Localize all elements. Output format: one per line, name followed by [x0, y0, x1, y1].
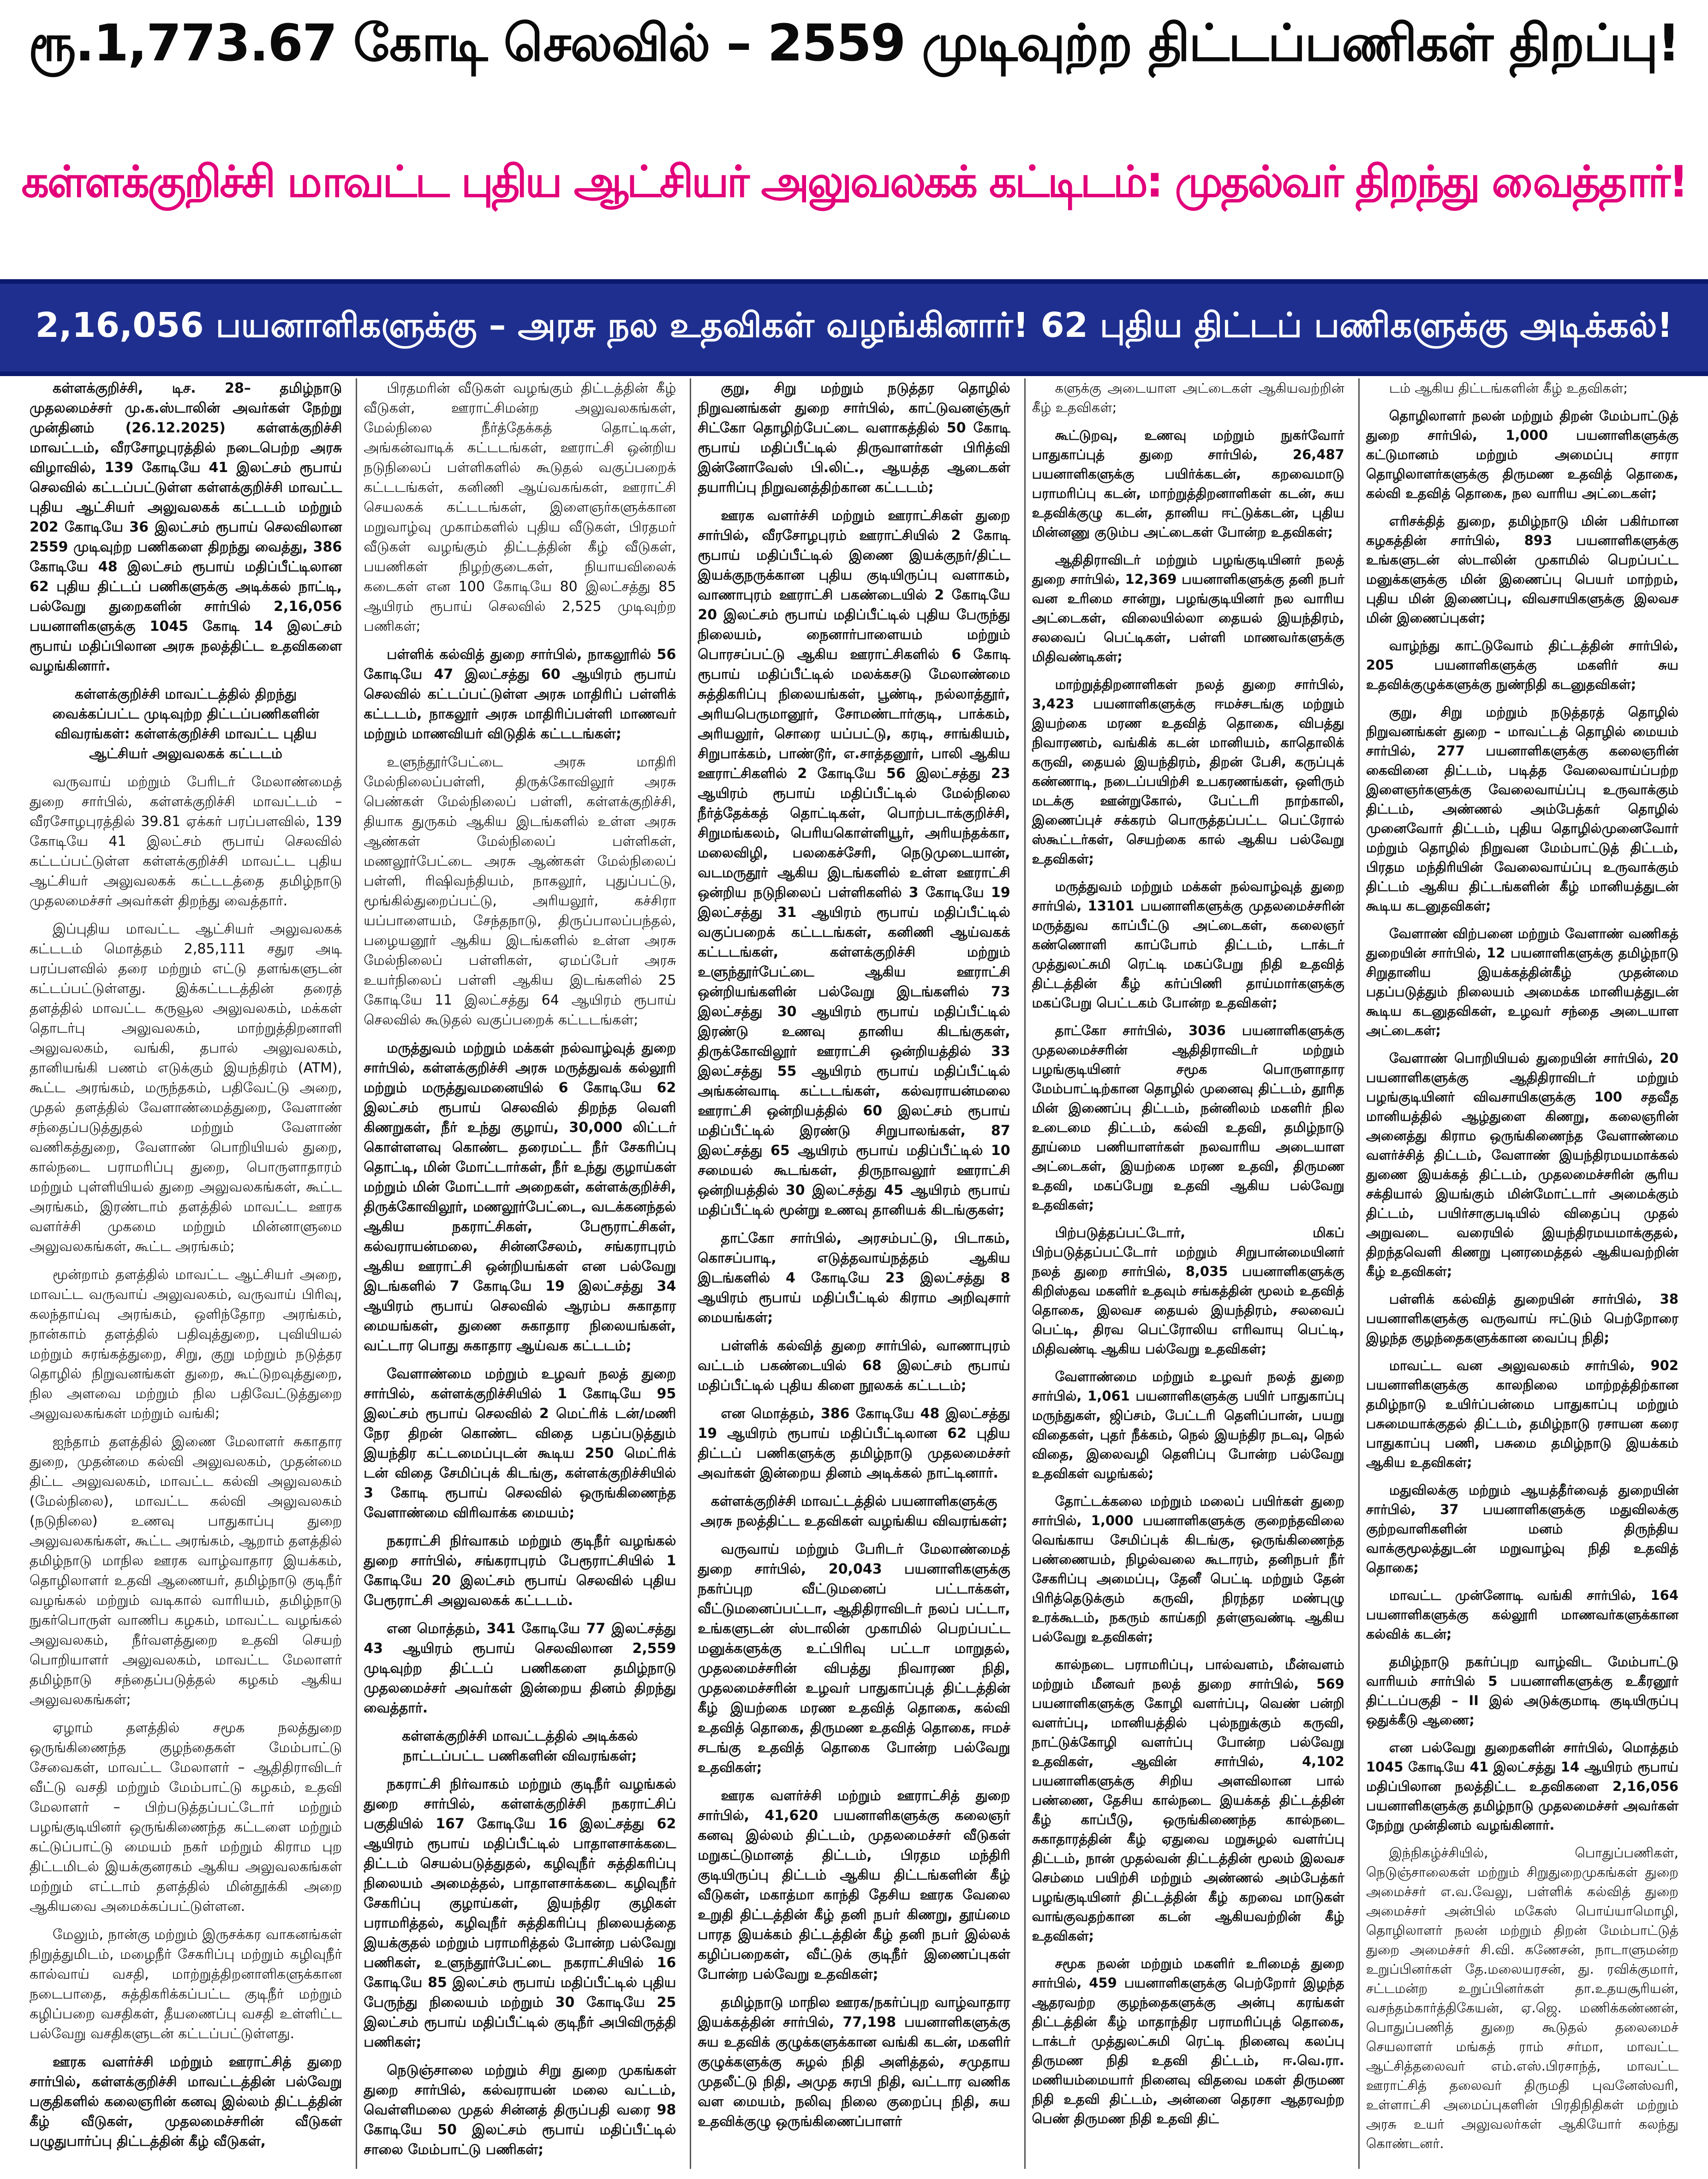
article-paragraph: ஊரக வளர்ச்சி மற்றும் ஊராட்சித் துறை சார்பில், 41,620 பயனாளிகளுக்கு கலைஞர் கனவு இல்லம் திட்டம், முதலமைச்சர் வீடுகள் மறுகட்டுமானத் திட்டம், பிரதம மந்திரி குடியிருப்பு திட்டம் ஆகிய திட்டங்களின் கீழ் வீடுகள், மகாத்மா காந்தி தேசிய ஊரக வேலை உறுதி திட்டத்தின் கீழ் தனி நபர் கிணறு, தூய்மை பாரத இயக்கம் திட்டத்தின் கீழ் தனி நபர் இல்லக் கழிப்பறைகள், வீட்டுக் குடிநீர் இணைப்புகள் போன்ற பல்வேறு உதவிகள்; [698, 1788, 1010, 1982]
article-paragraph: வேளாண் பொறியியல் துறையின் சார்பில், 20 பயனாளிகளுக்கு ஆதிதிராவிடர் மற்றும் பழங்குடியினர் விவசாயிகளுக்கு 100 சதவீத மானியத்தில் ஆழ்துளை கிணறு, கலைஞரின் அனைத்து கிராம ஒருங்கிணைந்த வேளாண்மை வளர்ச்சித் திட்டம், வேளாண் இயந்திரமயமாக்கல் துணை இயக்கத் திட்டம், முதலமைச்சரின் சூரிய சக்தியால் இயங்கும் மின்மோட்டார் அமைக்கும் திட்டம், பயிர்சாகுபடியில் விதைப்பு முதல் அறுவடை வரையில் இயந்திரமயமாக்குதல், திறந்தவெளி கிணறு புனரமைத்தல் ஆகியவற்றின் கீழ் உதவிகள்; [1366, 1050, 1679, 1279]
article-columns [23, 378, 1685, 2169]
headline-sub: 2,16,056 பயனாளிகளுக்கு – அரசு நல உதவிகள் வழங்கினார்! 62 புதிய திட்டப் பணிகளுக்கு அடிக்கல்! [35, 305, 1673, 345]
article-paragraph: கூட்டுறவு, உணவு மற்றும் நுகர்வோர் பாதுகாப்புத் துறை சார்பில், 26,487 பயனாளிகளுக்கு பயிர்க்கடன், கறவைமாடு பராமரிப்பு கடன், மாற்றுத்திறனாளிகள் கடன், சுய உதவிக்குழு கடன், தானிய ஈட்டுக்கடன், புதிய மின்னணு குடும்ப அட்டைகள் போன்ற உதவிகள்; [1032, 427, 1344, 540]
article-paragraph: என மொத்தம், 341 கோடியே 77 இலட்சத்து 43 ஆயிரம் ரூபாய் செலவிலான 2,559 முடிவுற்ற திட்டப் பணிகளை தமிழ்நாடு முதலமைச்சர் அவர்கள் இன்றைய தினம் திறந்து வைத்தார். [364, 1621, 676, 1716]
article-paragraph: நெடுஞ்சாலை மற்றும் சிறு துறை முகங்கள் துறை சார்பில், கல்வராயன் மலை வட்டம், வெள்ளிமலை முதல் சின்னத் திருப்பதி வரை 98 கோடியே 50 இலட்சம் ரூபாய் மதிப்பீட்டில் சாலை மேம்பாட்டு பணிகள்; [364, 2062, 676, 2158]
article-paragraph: மேலும், நான்கு மற்றும் இருசக்கர வாகனங்கள் நிறுத்துமிடம், மழைநீர் சேகரிப்பு மற்றும் கழிவுநீர் கால்வாய் வசதி, மாற்றுத்திறனாளிகளுக்கான நடைபாதை, சுத்திகரிக்கப்பட்ட குடிநீர் மற்றும் கழிப்பறை வசதிகள், தீயணைப்பு வசதி உள்ளிட்ட பல்வேறு வசதிகளுடன் கட்டப்பட்டுள்ளது. [30, 1927, 342, 2042]
article-paragraph: டம் ஆகிய திட்டங்களின் கீழ் உதவிகள்; [1389, 380, 1628, 396]
article-column-4 [1024, 378, 1351, 2169]
article-paragraph: தமிழ்நாடு மாநில ஊரக/நகர்ப்புற வாழ்வாதார இயக்கத்தின் சார்பில், 77,198 பயனாளிகளுக்கு சுய உதவிக் குழுக்களுக்கான வங்கி கடன், மகளிர் குழுக்களுக்கு சுழல் நிதி அளித்தல், சமுதாய முதலீட்டு நிதி, அமுத சுரபி நிதி, வட்டார வணிக வள மையம், நலிவு நிலை குறைப்பு நிதி, சுய உதவிக்குழு ஒருங்கிணைப்பாளர் [698, 1994, 1010, 2130]
article-column-2 [356, 378, 682, 2169]
article-paragraph: பள்ளிக் கல்வித் துறை சார்பில், நாகலூரில் 56 கோடியே 47 இலட்சத்து 60 ஆயிரம் ரூபாய் செலவில் கட்டப்பட்டுள்ள அரசு மாதிரிப் பள்ளிக் கட்டடம், நாகலூர் அரசு மாதிரிப்பள்ளி மாணவர் மற்றும் மாணவியர் விடுதிக் கட்டடங்கள்; [364, 647, 676, 742]
article-paragraph: பள்ளிக் கல்வித் துறையின் சார்பில், 38 பயனாளிகளுக்கு வருவாய் ஈட்டும் பெற்றோரை இழந்த குழந்தைகளுக்கான வைப்பு நிதி; [1366, 1291, 1679, 1346]
article-paragraph: குறு, சிறு மற்றும் நடுத்தரத் தொழில் நிறுவனங்கள் துறை – மாவட்டத் தொழில் மையம் சார்பில், 277 பயனாளிகளுக்கு கலைஞரின் கைவினை திட்டம், படித்த வேலைவாய்ப்பற்ற இளைஞர்களுக்கு வேலைவாய்ப்பு உருவாக்கும் திட்டம், அண்ணல் அம்பேத்கர் தொழில் முனைவோர் திட்டம், புதிய தொழில்முனைவோர் மற்றும் தொழில் நிறுவன மேம்பாட்டுத் திட்டம், பிரதம மந்திரியின் வேலைவாய்ப்பு உருவாக்கும் திட்டம் ஆகிய திட்டங்களின் கீழ் மானியத்துடன் கூடிய கடனுதவிகள்; [1366, 704, 1679, 914]
article-paragraph: வேளாண் விற்பனை மற்றும் வேளாண் வணிகத் துறையின் சார்பில், 12 பயனாளிகளுக்கு தமிழ்நாடு சிறுதானிய இயக்கத்தின்கீழ் முதன்மை பதப்படுத்தும் நிலையம் அமைக்க மானியத்துடன் கூடிய கடனுதவிகள், உழவர் சந்தை அடையாள அட்டைகள்; [1366, 926, 1679, 1038]
article-paragraph: பிரதமரின் வீடுகள் வழங்கும் திட்டத்தின் கீழ் வீடுகள், ஊராட்சிமன்ற அலுவலகங்கள், மேல்நிலை நீர்த்தேக்கத் தொட்டிகள், அங்கன்வாடிக் கட்டடங்கள், ஊராட்சி ஒன்றிய நடுநிலைப் பள்ளிகளில் கூடுதல் வகுப்பறைக் கட்டடங்கள், கனிணி ஆய்வகங்கள், ஊராட்சி செயலகக் கட்டடங்கள், இளைஞர்களுக்கான மறுவாழ்வு முகாம்களில் புதிய வீடுகள், பிரதமர் வீடுகள் வழங்கும் திட்டத்தின் கீழ் வீடுகள், பயணிகள் நிழற்குடைகள், நியாயவிலைக் கடைகள் என 100 கோடியே 80 இலட்சத்து 85 ஆயிரம் ரூபாய் செலவில் 2,525 முடிவுற்ற பணிகள்; [364, 380, 676, 635]
article-paragraph: மதுவிலக்கு மற்றும் ஆயத்தீர்வைத் துறையின் சார்பில், 37 பயனாளிகளுக்கு மதுவிலக்கு குற்றவாளிகளின் மனம் திருந்திய வாக்குமூலத்துடன் மறுவாழ்வு நிதி உதவித் தொகை; [1366, 1482, 1679, 1575]
article-paragraph: சமூக நலன் மற்றும் மகளிர் உரிமைத் துறை சார்பில், 459 பயனாளிகளுக்கு பெற்றோர் இழந்த ஆதரவற்ற குழந்தைகளுக்கு அன்பு கரங்கள் திட்டத்தின் கீழ் மாதாந்திர பராமரிப்புத் தொகை, டாக்டர் முத்துலட்சுமி ரெட்டி நினைவு கலப்பு திருமண நிதி உதவி திட்டம், ஈ.வெ.ரா. மணியம்மையார் நினைவு விதவை மகள் திருமண நிதி உதவி திட்டம், அன்னை தெரசா ஆதரவற்ற பெண் திருமண நிதி உதவி திட் [1032, 1956, 1344, 2126]
article-paragraph: எரிசக்தித் துறை, தமிழ்நாடு மின் பகிர்மான கழகத்தின் சார்பில், 893 பயனாளிகளுக்கு உங்களுடன் ஸ்டாலின் முகாமில் பெறப்பட்ட மனுக்களுக்கு மின் இணைப்பு பெயர் மாற்றம், புதிய மின் இணைப்பு, விவசாயிகளுக்கு இலவச மின் இணைப்புகள்; [1366, 513, 1679, 626]
article-paragraph: வருவாய் மற்றும் பேரிடர் மேலாண்மைத் துறை சார்பில், 20,043 பயனாளிகளுக்கு நகர்ப்புற வீட்டுமனைப் பட்டாக்கள், வீட்டுமனைப்பட்டா, ஆதிதிராவிடர் நலப் பட்டா, உங்களுடன் ஸ்டாலின் முகாமில் பெறப்பட்ட மனுக்களுக்கு உட்பிரிவு பட்டா மாறுதல், முதலமைச்சரின் விபத்து நிவாரண நிதி, முதலமைச்சரின் உழவர் பாதுகாப்புத் திட்டத்தின் கீழ் இயற்கை மரண உதவித் தொகை, கல்வி உதவித் தொகை, திருமண உதவித் தொகை, ஈமச் சடங்கு உதவித் தொகை போன்ற பல்வேறு உதவிகள்; [698, 1541, 1010, 1776]
article-paragraph: இந்நிகழ்ச்சியில், பொதுப்பணிகள், நெடுஞ்சாலைகள் மற்றும் சிறுதுறைமுகங்கள் துறை அமைச்சர் எ.வ.வேலு, பள்ளிக் கல்வித் துறை அமைச்சர் அன்பில் மகேஸ் பொய்யாமொழி, தொழிலாளர் நலன் மற்றும் திறன் மேம்பாட்டுத் துறை அமைச்சர் சி.வி. கணேசன், நாடாளுமன்ற உறுப்பினர்கள் தே.மலையரசன், து. ரவிக்குமார், சட்டமன்ற உறுப்பினர்கள் தா.உதயசூரியன், வசந்தம்கார்த்திகேயன், ஏ.ஜெ. மணிக்கண்ணன், பொதுப்பணித் துறை கூடுதல் தலைமைச் செயலாளர் மங்கத் ராம் சர்மா, மாவட்ட ஆட்சித்தலைவர் எம்.எஸ்.பிரசாந்த், மாவட்ட ஊராட்சித் தலைவர் திருமதி புவனேஸ்வரி, உள்ளாட்சி அமைப்புகளின் பிரதிநிதிகள் மற்றும் அரசு உயர் அலுவலர்கள் ஆகியோர் கலந்து கொண்டனர். [1366, 1845, 1679, 2151]
article-paragraph: ஆதிதிராவிடர் மற்றும் பழங்குடியினர் நலத் துறை சார்பில், 12,369 பயனாளிகளுக்கு தனி நபர் வன உரிமை சான்று, பழங்குடியினர் நல வாரிய அட்டைகள், விலையில்லா தையல் இயந்திரம், சலவைப் பெட்டிகள், பள்ளி மாணவர்களுக்கு மிதிவண்டிகள்; [1032, 552, 1344, 664]
article-paragraph: மூன்றாம் தளத்தில் மாவட்ட ஆட்சியர் அறை, மாவட்ட வருவாய் அலுவலகம், வருவாய் பிரிவு, கலந்தாய்வு அரங்கம், ஒளிந்தோற அரங்கம், நான்காம் தளத்தில் பதிவுத்துறை, புவியியல் மற்றும் சுரங்கத்துறை, சிறு, குறு மற்றும் நடுத்தர தொழில் நிறுவனங்கள் துறை, கூட்டுறவுத்துறை, நில அளவை மற்றும் நில பதிவேட்டுத்துறை அலுவலகங்கள் மற்றும் வங்கி; [30, 1267, 342, 1422]
article-column-3 [690, 378, 1016, 2169]
article-paragraph: என மொத்தம், 386 கோடியே 48 இலட்சத்து 19 ஆயிரம் ரூபாய் மதிப்பீட்டிலான 62 புதிய திட்டப் பணிகளுக்கு தமிழ்நாடு முதலமைச்சர் அவர்கள் இன்றைய தினம் அடிக்கல் நாட்டினார். [698, 1406, 1010, 1481]
headline-top: ரூ.1,773.67 கோடி செலவில் – 2559 முடிவுற்ற திட்டப்பணிகள் திறப்பு! [28, 13, 1680, 72]
article-paragraph: வருவாய் மற்றும் பேரிடர் மேலாண்மைத் துறை சார்பில், கள்ளக்குறிச்சி மாவட்டம் – வீரசோழபுரத்தில் 39.81 ஏக்கர் பரப்பளவில், 139 கோடியே 41 இலட்சம் ரூபாய் செலவில் கட்டப்பட்டுள்ள கள்ளக்குறிச்சி மாவட்ட புதிய ஆட்சியர் அலுவலகக் கட்டடத்தை தமிழ்நாடு முதலமைச்சர் அவர்கள் திறந்து வைத்தார். [30, 774, 342, 909]
article-paragraph: தொழிலாளர் நலன் மற்றும் திறன் மேம்பாட்டுத் துறை சார்பில், 1,000 பயனாளிகளுக்கு கட்டுமானம் மற்றும் அமைப்பு சாரா தொழிலாளர்களுக்கு திருமண உதவித் தொகை, கல்வி உதவித் தொகை, நல வாரிய அட்டைகள்; [1366, 408, 1679, 501]
article-paragraph: மருத்துவம் மற்றும் மக்கள் நல்வாழ்வுத் துறை சார்பில், 13101 பயனாளிகளுக்கு முதலமைச்சரின் மருத்துவ காப்பீட்டு அட்டைகள், கலைஞர் கண்ணொளி காப்போம் திட்டம், டாக்டர் முத்துலட்சுமி ரெட்டி மகப்பேறு நிதி உதவித் திட்டத்தின் கீழ் கர்ப்பிணி தாய்மார்களுக்கு மகப்பேறு பெட்டகம் போன்ற உதவிகள்; [1032, 879, 1344, 1011]
article-paragraph: என பல்வேறு துறைகளின் சார்பில், மொத்தம் 1045 கோடியே 41 இலட்சத்து 14 ஆயிரம் ரூபாய் மதிப்பிலான நலத்திட்ட உதவிகளை 2,16,056 பயனாளிகளுக்கு தமிழ்நாடு முதலமைச்சர் அவர்கள் நேற்று முன்தினம் வழங்கினார். [1366, 1740, 1679, 1833]
article-paragraph: ஊரக வளர்ச்சி மற்றும் ஊராட்சிகள் துறை சார்பில், வீரசோழபுரம் ஊராட்சியில் 2 கோடி ரூபாய் மதிப்பீட்டில் இணை இயக்குநர்/திட்ட இயக்குநருக்கான புதிய குடியிருப்பு வளாகம், வாணாபுரம் ஊராட்சி பகண்டையில் 2 கோடியே 20 இலட்சம் ரூபாய் மதிப்பீட்டில் புதிய பேருந்து நிலையம், நைனார்பாளையம் மற்றும் பொரசப்பட்டு ஆகிய ஊராட்சிகளில் 6 கோடி ரூபாய் மதிப்பீட்டில் மலக்கசடு மேலாண்மை சுத்திகரிப்பு நிலையங்கள், பூண்டி, நல்லாத்தூர், அரியபெருமானூர், சோமண்டார்குடி, பாக்கம், அரியலூர், சொரை யப்பட்டு, கரடி, சாங்கியம், சிறுபாக்கம், பாண்டூர், எ.சாத்தனூர், பாலி ஆகிய ஊராட்சிகளில் 2 கோடியே 56 இலட்சத்து 23 ஆயிரம் ரூபாய் மதிப்பீட்டில் மேல்நிலை நீர்த்தேக்கத் தொட்டிகள், பொற்படாக்குறிச்சி, சிறுமங்கலம், பெரியகொள்ளியூர், அரியந்தக்கா, மலைவிழி, பலகைச்சேரி, நெடுமுடையான், வடமருதூர் ஆகிய இடங்களில் உள்ள ஊராட்சி ஒன்றிய நடுநிலைப் பள்ளிகளில் 3 கோடியே 19 இலட்சத்து 31 ஆயிரம் ரூபாய் மதிப்பீட்டில் வகுப்பறைக் கட்டடங்கள், கனிணி ஆய்வகக் கட்டடங்கள், கள்ளக்குறிச்சி மற்றும் உளுந்தூர்பேட்டை ஆகிய ஊராட்சி ஒன்றியங்களின் பல்வேறு இடங்களில் 73 இலட்சத்து 30 ஆயிரம் ரூபாய் மதிப்பீட்டில் இரண்டு உணவு தானிய கிடங்குகள், திருக்கோவிலூர் ஊராட்சி ஒன்றியத்தில் 33 இலட்சத்து 55 ஆயிரம் ரூபாய் மதிப்பீட்டில் அங்கன்வாடி கட்டடங்கள், கல்வராயன்மலை ஊராட்சி ஒன்றியத்தில் 60 இலட்சம் ரூபாய் மதிப்பீட்டில் இரண்டு சிறுபாலங்கள், 87 இலட்சத்து 65 ஆயிரம் ரூபாய் மதிப்பீட்டில் 10 சமையல் கூடங்கள், திருநாவலூர் ஊராட்சி ஒன்றியத்தில் 30 இலட்சத்து 45 ஆயிரம் ரூபாய் மதிப்பீட்டில் மூன்று உணவு தானியக் கிடங்குகள்; [698, 508, 1010, 1218]
article-paragraph: தமிழ்நாடு நகர்ப்புற வாழ்விட மேம்பாட்டு வாரியம் சார்பில் 5 பயனாளிகளுக்கு உகீரனூர் திட்டப்பகுதி – II இல் அடுக்குமாடி குடியிருப்பு ஒதுக்கீடு ஆணை; [1366, 1654, 1679, 1728]
article-paragraph: பள்ளிக் கல்வித் துறை சார்பில், வாணாபுரம் வட்டம் பகண்டையில் 68 இலட்சம் ரூபாய் மதிப்பீட்டில் புதிய கிளை நூலகக் கட்டடம்; [698, 1338, 1010, 1394]
article-column-5 [1358, 378, 1685, 2169]
headline-sub-band [0, 279, 1708, 376]
article-paragraph: மாவட்ட முன்னோடி வங்கி சார்பில், 164 பயனாளிகளுக்கு கல்லூரி மாணவர்களுக்கான கல்விக் கடன்; [1366, 1587, 1679, 1642]
article-paragraph: உளுந்தூர்பேட்டை அரசு மாதிரி மேல்நிலைப்பள்ளி, திருக்கோவிலூர் அரசு பெண்கள் மேல்நிலைப் பள்ளி, கள்ளக்குறிச்சி, தியாக துருகம் ஆகிய இடங்களில் உள்ள அரசு ஆண்கள் மேல்நிலைப் பள்ளிகள், மணலூர்பேட்டை அரசு ஆண்கள் மேல்நிலைப் பள்ளி, ரிஷிவந்தியம், நாகலூர், புதுப்பட்டு, மூங்கில்துறைப்பட்டு, அரியலூர், கச்சிரா யப்பாளையம், சேந்தநாடு, திருப்பாலப்பந்தல், பழையனூர் ஆகிய இடங்களில் உள்ள அரசு மேல்நிலைப் பள்ளிகள், ஏமப்பேர் அரசு உயர்நிலைப் பள்ளி ஆகிய இடங்களில் 25 கோடியே 11 இலட்சத்து 64 ஆயிரம் ரூபாய் செலவில் கூடுதல் வகுப்பறைக் கட்டடங்கள்; [364, 754, 676, 1028]
article-paragraph: இப்புதிய மாவட்ட ஆட்சியர் அலுவலகக் கட்டடம் மொத்தம் 2,85,111 சதுர அடி பரப்பளவில் தரை மற்றும் எட்டு தளங்களுடன் கட்டப்பட்டுள்ளது. இக்கட்டடத்தின் தரைத் தளத்தில் மாவட்ட கருவூல அலுவலகம், மக்கள் தொடர்பு அலுவலகம், மாற்றுத்திறனாளி அலுவலகம், வங்கி, தபால் அலுவலகம், தானியங்கி பணம் எடுக்கும் இயந்திரம் (ATM), கூட்ட அரங்கம், மருந்தகம், பதிவேட்டு அறை, முதல் தளத்தில் வேளாண்மைத்துறை, வேளாண் சந்தைப்படுத்துதல் மற்றும் வேளாண் வணிகத்துறை, வேளாண் பொறியியல் துறை, கால்நடை பராமரிப்பு துறை, பொருளாதாரம் மற்றும் புள்ளியியல் துறை அலுவலகங்கள், கூட்ட அரங்கம், இரண்டாம் தளத்தில் மாவட்ட ஊரக வளர்ச்சி முகமை மற்றும் மின்னாளுமை அலுவலகங்கள், கூட்ட அரங்கம்; [30, 921, 342, 1255]
article-paragraph: கால்நடை பராமரிப்பு, பால்வளம், மீன்வளம் மற்றும் மீனவர் நலத் துறை சார்பில், 569 பயனாளிகளுக்கு கோழி வளர்ப்பு, வெண் பன்றி வளர்ப்பு, மானியத்தில் புல்நறுக்கும் கருவி, நாட்டுக்கோழி வளர்ப்பு போன்ற பல்வேறு உதவிகள், ஆவின் சார்பில், 4,102 பயனாளிகளுக்கு சிறிய அளவிலான பால் பண்ணை, தேசிய கால்நடை இயக்கத் திட்டத்தின் கீழ் காப்பீடு, ஒருங்கிணைந்த கால்நடை சுகாதாரத்தின் கீழ் ஏதுவை மறுசுழல் வளர்ப்பு திட்டம், நான் முதல்வன் திட்டத்தின் மூலம் இலவச செம்மை பயிற்சி மற்றும் அண்ணல் அம்பேத்கர் பழங்குடியினர் திட்டத்தின் கீழ் கறவை மாடுகள் வாங்குவதற்கான கடன் ஆகியவற்றின் கீழ் உதவிகள்; [1032, 1657, 1344, 1944]
article-paragraph: வேளாண்மை மற்றும் உழவர் நலத் துறை சார்பில், 1,061 பயனாளிகளுக்கு பயிர் பாதுகாப்பு மருந்துகள், ஜிப்சம், பேட்டரி தெளிப்பான், பயறு விதைகள், புதர் நீக்கம், நெல் இயந்திர நடவு, நெல் விதை, இலைவழி தெளிப்பு போன்ற பல்வேறு உதவிகள் வழங்கல்; [1032, 1369, 1344, 1481]
article-paragraph: ஊரக வளர்ச்சி மற்றும் ஊராட்சித் துறை சார்பில், கள்ளக்குறிச்சி மாவட்டத்தின் பல்வேறு பகுதிகளில் கலைஞரின் கனவு இல்லம் திட்டத்தின் கீழ் வீடுகள், முதலமைச்சரின் வீடுகள் பழுதுபார்ப்பு திட்டத்தின் கீழ் வீடுகள், [30, 2054, 342, 2149]
article-paragraph: தாட்கோ சார்பில், அரசம்பட்டு, பிடாகம், கொசப்பாடி, எடுத்தவாய்நத்தம் ஆகிய இடங்களில் 4 கோடியே 23 இலட்சத்து 8 ஆயிரம் ரூபாய் மதிப்பீட்டில் கிராம அறிவுசார் மையங்கள்; [698, 1230, 1010, 1326]
article-paragraph: தாட்கோ சார்பில், 3036 பயனாளிகளுக்கு முதலமைச்சரின் ஆதிதிராவிடர் மற்றும் பழங்குடியினர் சமூக பொருளாதார மேம்பாட்டிற்கான தொழில் முனைவு திட்டம், தூரித மின் இணைப்பு திட்டம், நன்னிலம் மகளிர் நில உடைமை திட்டம், கல்வி உதவி, தமிழ்நாடு தூய்மை பணியாளர்கள் நலவாரிய அடையாள அட்டைகள், இயற்கை மரண உதவி, திருமண உதவி, மகப்பேறு உதவி ஆகிய பல்வேறு உதவிகள்; [1032, 1023, 1344, 1213]
headline-main: கள்ளக்குறிச்சி மாவட்ட புதிய ஆட்சியர் அலுவலகக் கட்டிடம்: முதல்வர் திறந்து வைத்தார்! [21, 156, 1687, 207]
article-paragraph: மாற்றுத்திறனாளிகள் நலத் துறை சார்பில், 3,423 பயனாளிகளுக்கு ஈமச்சடங்கு மற்றும் இயற்கை மரண உதவித் தொகை, விபத்து நிவாரணம், வங்கிக் கடன் மானியம், காதொலிக் கருவி, தையல் இயந்திரம், திறன் பேசி, கருப்புக் கண்ணாடி, நடைப்பயிற்சி உபகரணங்கள், ஒளிரும் மடக்கு ஊன்றுகோல், பேட்டரி நாற்காலி, இணைப்புச் சக்கரம் பொருத்தப்பட்ட பெட்ரோல் ஸ்கூட்டர்கள், செயற்கை கால் ஆகிய பல்வேறு உதவிகள்; [1032, 676, 1344, 867]
article-paragraph: பிற்படுத்தப்பட்டோர், மிகப் பிற்படுத்தப்பட்டோர் மற்றும் சிறுபான்மையினர் நலத் துறை சார்பில், 8,035 பயனாளிகளுக்கு கிறிஸ்தவ மகளிர் உதவும் சங்கத்தின் மூலம் உதவித் தொகை, இலவச தையல் இயந்திரம், சலவைப் பெட்டி, திரவ பெட்ரோலிய எரிவாயு பெட்டி, மிதிவண்டி ஆகிய பல்வேறு உதவிகள்; [1032, 1225, 1344, 1357]
section-subhead: கள்ளக்குறிச்சி மாவட்டத்தில் பயனாளிகளுக்கு அரசு நலத்திட்ட உதவிகள் வழங்கிய விவரங்கள்; [700, 1493, 1008, 1529]
article-paragraph: மருத்துவம் மற்றும் மக்கள் நல்வாழ்வுத் துறை சார்பில், கள்ளக்குறிச்சி அரசு மருத்துவக் கல்லூரி மற்றும் மருத்துவமனையில் 6 கோடியே 62 இலட்சம் ரூபாய் செலவில் திறந்த வெளி கிணறுகள், நீர் உந்து குழாய், 30,000 லிட்டர் கொள்ளளவு கொண்ட தரைமட்ட நீர் சேகரிப்பு தொட்டி, மின் மோட்டார்கள், நீர் உந்து குழாய்கள் மற்றும் மின் மோட்டார் அறைகள், கள்ளக்குறிச்சி, திருக்கோவிலூர், மணலூர்பேட்டை, வடக்கனந்தல் ஆகிய நகராட்சிகள், பேரூராட்சிகள், கல்வராயன்மலை, சின்னசேலம், சங்கராபுரம் ஆகிய ஊராட்சி ஒன்றியங்கள் என பல்வேறு இடங்களில் 7 கோடியே 19 இலட்சத்து 34 ஆயிரம் ரூபாய் செலவில் ஆரம்ப சுகாதார மையங்கள், துணை சுகாதார நிலையங்கள், வட்டார பொது சுகாதார ஆய்வக கட்டடம்; [364, 1040, 676, 1354]
article-column-1 [23, 378, 348, 2169]
headline-main-band [0, 95, 1708, 275]
article-paragraph: குறு, சிறு மற்றும் நடுத்தர தொழில் நிறுவனங்கள் துறை சார்பில், காட்டுவனஞ்சூர் சிட்கோ தொழிற்பேட்டை வளாகத்தில் 50 கோடி ரூபாய் மதிப்பீட்டில் திருவாளர்கள் பிரித்வி இன்னோவேஸ் பி.லிட்., ஆயத்த ஆடைகள் தயாரிப்பு நிறுவனத்திற்கான கட்டடம்; [698, 380, 1010, 496]
article-paragraph: வேளாண்மை மற்றும் உழவர் நலத் துறை சார்பில், கள்ளக்குறிச்சியில் 1 கோடியே 95 இலட்சம் ரூபாய் செலவில் 2 மெட்ரிக் டன்/மணி நேர திறன் கொண்ட விதை பதப்படுத்தும் இயந்திர கட்டமைப்புடன் கூடிய 250 மெட்ரிக் டன் விதை சேமிப்புக் கிடங்கு, கள்ளக்குறிச்சியில் 3 கோடி ரூபாய் செலவில் ஒருங்கிணைந்த வேளாண்மை விரிவாக்க மையம்; [364, 1366, 676, 1521]
section-subhead: கள்ளக்குறிச்சி மாவட்டத்தில் அடிக்கல் நாட்டப்பட்ட பணிகளின் விவரங்கள்; [401, 1728, 638, 1764]
article-paragraph: நகராட்சி நிர்வாகம் மற்றும் குடிநீர் வழங்கல் துறை சார்பில், சங்கராபுரம் பேரூராட்சியில் 1 கோடியே 20 இலட்சம் ரூபாய் செலவில் புதிய பேரூராட்சி அலுவலகக் கட்டடம். [364, 1533, 676, 1609]
section-subhead: கள்ளக்குறிச்சி மாவட்டத்தில் திறந்து வைக்கப்பட்ட முடிவுற்ற திட்டப்பணிகளின் விவரங்கள்: கள்ளக்குறிச்சி மாவட்ட புதிய ஆட்சியர் அலுவலகக் கட்டடம் [52, 686, 319, 762]
article-paragraph: ஏழாம் தளத்தில் சமூக நலத்துறை ஒருங்கிணைந்த குழந்தைகள் மேம்பாட்டு சேவைகள், மாவட்ட மேலாளர் – ஆதிதிராவிடர் வீட்டு வசதி மற்றும் மேம்பாட்டு கழகம், உதவி மேலாளர் – பிற்படுத்தப்பட்டோர் மற்றும் பழங்குடியினர் ஒருங்கிணைந்த கட்டளை மற்றும் கட்டுப்பாட்டு மையம் நகர் மற்றும் கிராம புற திட்டமிடல் இயக்குனரகம் ஆகிய அலுவலகங்கள் மற்றும் எட்டாம் தளத்தில் மின்தூக்கி அறை ஆகியவை அமைக்கப்பட்டுள்ளன. [30, 1720, 342, 1915]
article-paragraph: ஐந்தாம் தளத்தில் இணை மேலாளர் சுகாதார துறை, முதன்மை கல்வி அலுவலகம், முதன்மை திட்ட அலுவலகம், மாவட்ட கல்வி அலுவலகம் (மேல்நிலை), மாவட்ட கல்வி அலுவலகம் (நடுநிலை) உணவு பாதுகாப்பு துறை அலுவலகங்கள், கூட்ட அரங்கம், ஆறாம் தளத்தில் தமிழ்நாடு மாநில ஊரக வாழ்வாதார இயக்கம், தொழிலாளர் உதவி ஆணையர், தமிழ்நாடு குடிநீர் வழங்கல் மற்றும் வடிகால் வாரியம், தமிழ்நாடு நுகர்பொருள் வாணிப கழகம், மாவட்ட வழங்கல் அலுவலகம், நீர்வளத்துறை உதவி செயற் பொறியாளர் அலுவலகம், மாவட்ட மேலாளர் தமிழ்நாடு சந்தைப்படுத்தல் கழகம் ஆகிய அலுவலகங்கள்; [30, 1434, 342, 1708]
article-paragraph: நகராட்சி நிர்வாகம் மற்றும் குடிநீர் வழங்கல் துறை சார்பில், கள்ளக்குறிச்சி நகராட்சிப் பகுதியில் 167 கோடியே 16 இலட்சத்து 62 ஆயிரம் ரூபாய் மதிப்பீட்டில் பாதாளசாக்கடை திட்டம் செயல்படுத்துதல், கழிவுநீர் சுத்திகரிப்பு நிலையம் அமைத்தல், பாதாளசாக்கடை கழிவுநீர் சேகரிப்பு குழாய்கள், இயந்திர குழிகள் பராமரித்தல், கழிவுநீர் சுத்திகரிப்பு நிலையத்தை இயக்குதல் மற்றும் பராமரித்தல் போன்ற பல்வேறு பணிகள், உளுந்தூர்பேட்டை நகராட்சியில் 16 கோடியே 85 இலட்சம் ரூபாய் மதிப்பீட்டில் புதிய பேருந்து நிலையம் மற்றும் 30 கோடியே 25 இலட்சம் ரூபாய் மதிப்பீட்டில் குடிநீர் அபிவிருத்தி பணிகள்; [364, 1776, 676, 2050]
article-paragraph: களுக்கு அடையாள அட்டைகள் ஆகியவற்றின் கீழ் உதவிகள்; [1032, 380, 1344, 415]
article-paragraph: கள்ளக்குறிச்சி, டிச. 28– தமிழ்நாடு முதலமைச்சர் மு.க.ஸ்டாலின் அவர்கள் நேற்று முன்தினம் (26.12.2025) கள்ளக்குறிச்சி மாவட்டம், வீரசோழபுரத்தில் நடைபெற்ற அரசு விழாவில், 139 கோடியே 41 இலட்சம் ரூபாய் செலவில் கட்டப்பட்டுள்ள கள்ளக்குறிச்சி மாவட்ட புதிய ஆட்சியர் அலுவலகக் கட்டடம் மற்றும் 202 கோடியே 36 இலட்சம் ரூபாய் செலவிலான 2559 முடிவுற்ற பணிகளை திறந்து வைத்து, 386 கோடியே 48 இலட்சம் ரூபாய் மதிப்பீட்டிலான 62 புதிய திட்டப் பணிகளுக்கு அடிக்கல் நாட்டி, பல்வேறு துறைகளின் சார்பில் 2,16,056 பயனாளிகளுக்கு 1045 கோடி 14 இலட்சம் ரூபாய் மதிப்பிலான அரசு நலத்திட்ட உதவிகளை வழங்கினார். [30, 380, 342, 674]
headline-top-band [0, 0, 1708, 92]
article-paragraph: வாழ்ந்து காட்டுவோம் திட்டத்தின் சார்பில், 205 பயனாளிகளுக்கு மகளிர் சுய உதவிக்குழுக்களுக்கு நுண்நிதி கடனுதவிகள்; [1366, 638, 1679, 692]
article-paragraph: தோட்டக்கலை மற்றும் மலைப் பயிர்கள் துறை சார்பில், 1,000 பயனாளிகளுக்கு குறைந்தவிலை வெங்காய சேமிப்புக் கிடங்கு, ஒருங்கிணைந்த பண்ணையம், நிழல்வலை கூடாரம், தனிநபர் நீர் சேகரிப்பு அமைப்பு, தேனீ பெட்டி மற்றும் தேன் பிரித்தெடுக்கும் கருவி, நிரந்தர மண்புழு உரக்கூடம், நகரும் காய்கறி தள்ளுவண்டி ஆகிய பல்வேறு உதவிகள்; [1032, 1493, 1344, 1645]
article-paragraph: மாவட்ட வன அலுவலகம் சார்பில், 902 பயனாளிகளுக்கு காலநிலை மாற்றத்திற்கான தமிழ்நாடு உயிர்ப்பன்மை பாதுகாப்பு மற்றும் பசுமையாக்குதல் திட்டம், தமிழ்நாடு ரசாயன கரை பாதுகாப்பு பணி, பசுமை தமிழ்நாடு இயக்கம் ஆகிய உதவிகள்; [1366, 1358, 1679, 1470]
